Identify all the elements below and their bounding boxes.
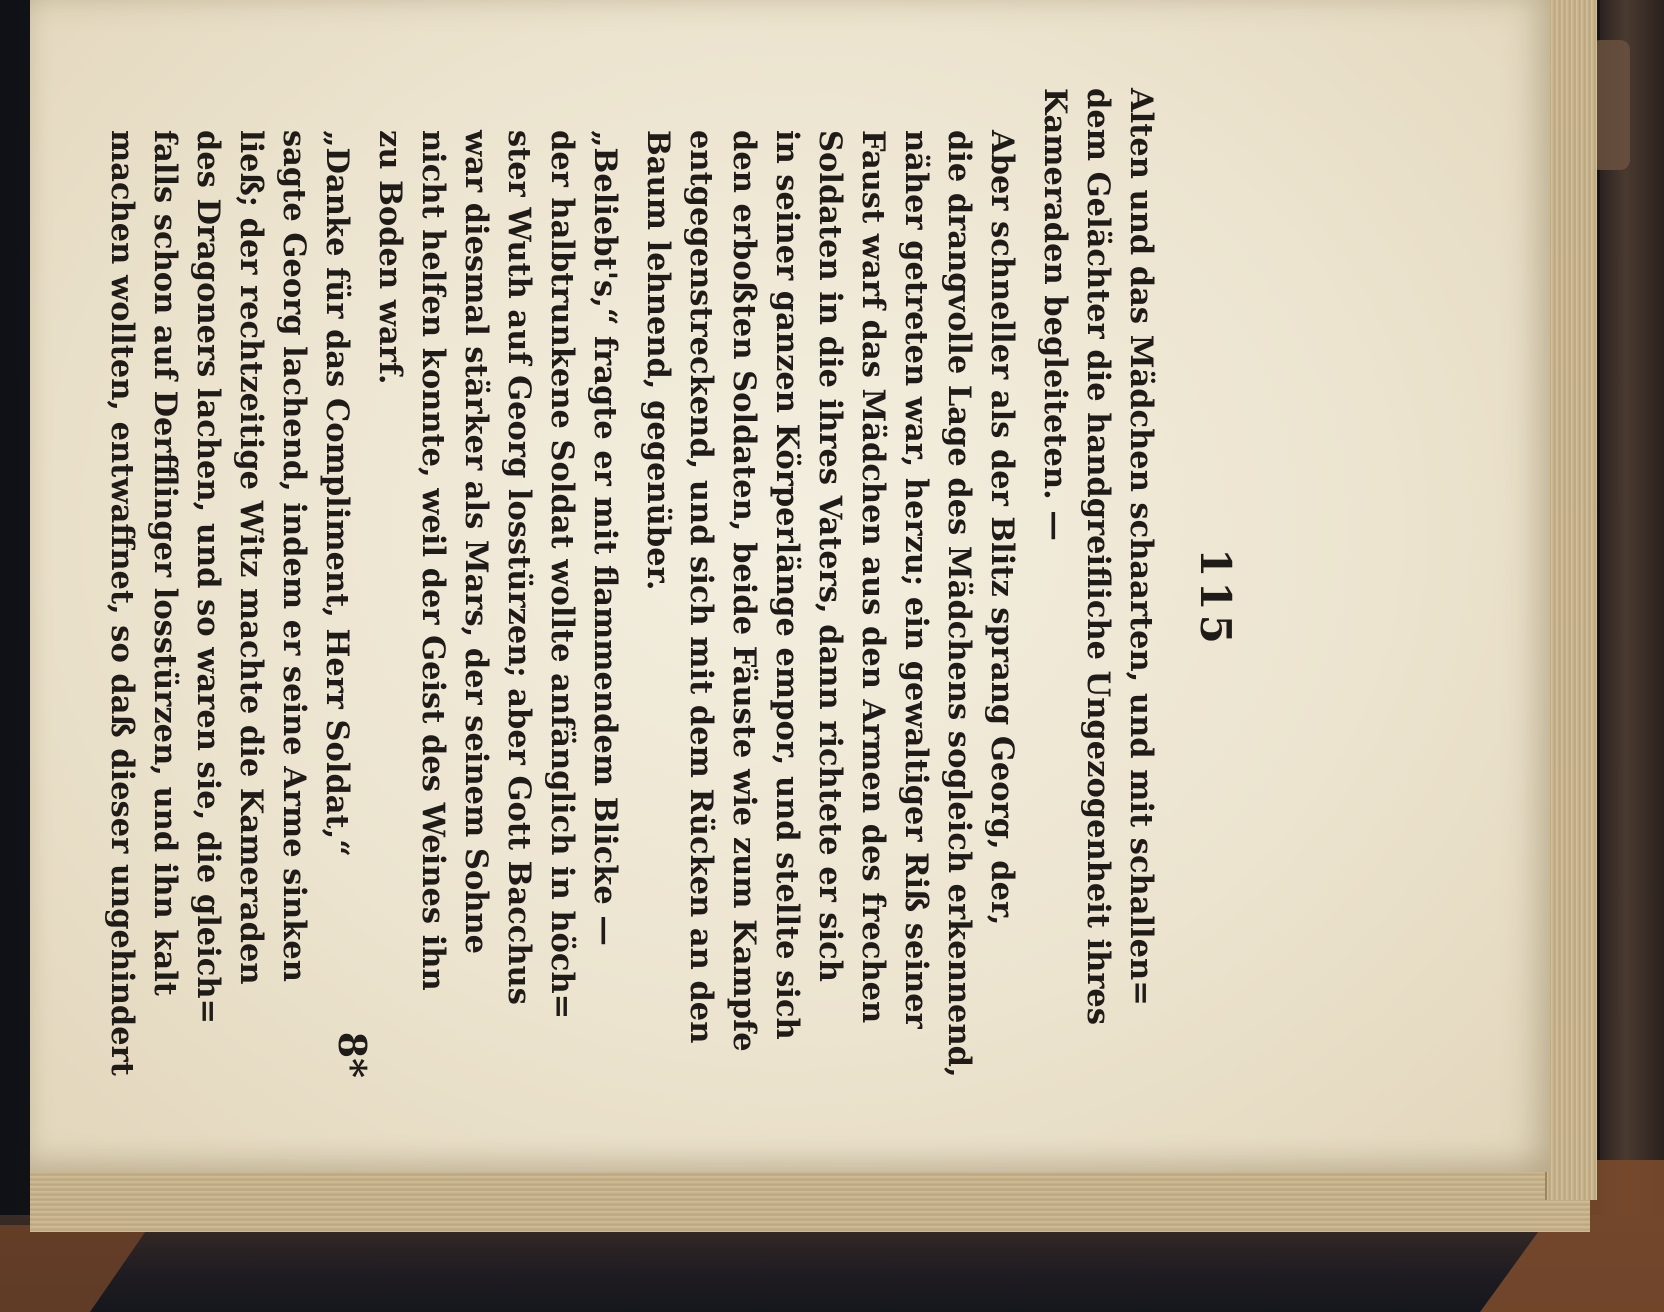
page-text-block <box>104 88 1240 1108</box>
text-line: Aber schneller als der Blitz sprang Georg, der, <box>984 130 1020 926</box>
text-line: ließ; der rechtzeitige Witz machte die Kameraden <box>233 130 269 985</box>
paragraph-3 <box>368 88 626 1108</box>
paragraph-1 <box>1033 88 1162 1108</box>
text-line: den erboßten Soldaten, beide Fäuste wie zum Kampfe <box>726 130 762 1052</box>
paragraph-2 <box>636 88 1023 1108</box>
text-line: zu Boden warf. <box>372 130 408 385</box>
signature-mark: 8* <box>330 1031 375 1078</box>
text-line: Baum lehnend, gegenüber. <box>640 130 676 591</box>
text-line: nicht helfen konnte, weil der Geist des Weines ihn <box>415 130 451 991</box>
book-binding-spine <box>1600 0 1664 1312</box>
text-line: war diesmal stärker als Mars, der seinem Sohne <box>458 130 494 955</box>
page-number: 115 <box>1191 548 1240 648</box>
text-line: des Dragoners lachen, und so waren sie, die gleich= <box>190 130 226 1025</box>
text-line: „Beliebt's,“ fragte er mit flammendem Blicke — <box>587 130 623 946</box>
text-line: ster Wuth auf Georg losstürzen; aber Gott Bacchus <box>501 130 537 1005</box>
text-line: sagte Georg lachend, indem er seine Arme sinken <box>276 130 312 982</box>
text-line: Alten und das Mädchen schaarten, und mit schallen= <box>1123 88 1159 1006</box>
text-line: falls schon auf Derfflinger losstürzen, und ihn kalt <box>147 130 183 996</box>
page-edges-bottom <box>30 1170 1590 1232</box>
text-line: Soldaten in die ihres Vaters, dann richtete er sich <box>812 130 848 982</box>
page-edges-right <box>1545 0 1597 1200</box>
text-line: der halbtrunkene Soldat wollte anfänglich in höch= <box>544 130 580 1020</box>
text-line: näher getreten war, herzu; ein gewaltiger Riß seiner <box>898 130 934 1029</box>
text-line: „Danke für das Compliment, Herr Soldat,“ <box>319 130 355 857</box>
text-line: dem Gelächter die handgreifliche Ungezogenheit ihres <box>1080 88 1116 1025</box>
text-line: die drangvolle Lage des Mädchens sogleich erkennend, <box>941 130 977 1078</box>
text-line: machen wollten, entwaffnet, so daß dieser ungehindert <box>104 130 140 1076</box>
text-line: Kameraden begleiteten. — <box>1037 88 1073 541</box>
text-line: Faust warf das Mädchen aus den Armen des frechen <box>855 130 891 1024</box>
paragraph-4 <box>100 88 358 1108</box>
text-line: entgegenstreckend, und sich mit dem Rücken an den <box>683 130 719 1044</box>
text-line: in seiner ganzen Körperlänge empor, und stellte sich <box>769 130 805 1040</box>
